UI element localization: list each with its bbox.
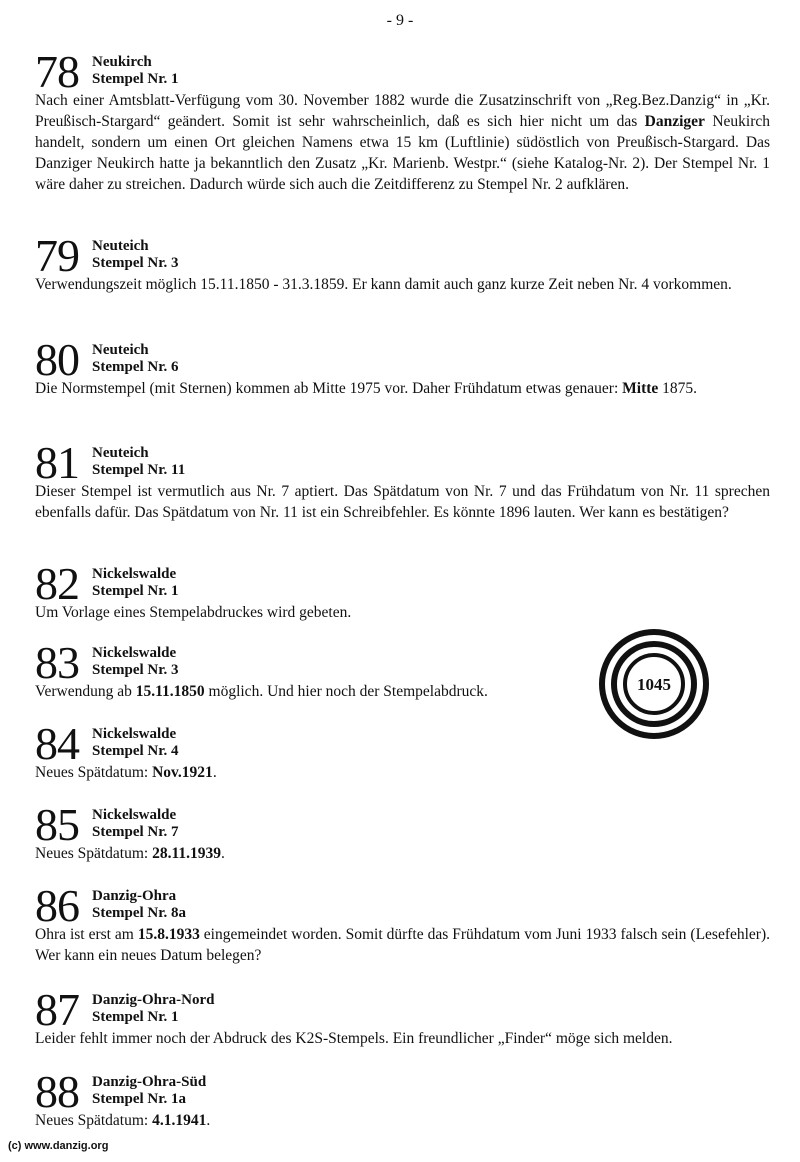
entry-text-bold: 15.8.1933 — [137, 926, 200, 943]
entry-stamp-label: Stempel Nr. 1 — [92, 1009, 179, 1025]
entry-text-run: . — [221, 845, 225, 862]
entry-number: 80 — [35, 334, 79, 385]
entry-text — [35, 602, 770, 623]
entry-text — [35, 1028, 770, 1049]
entry-titles — [92, 643, 179, 679]
catalog-entry — [35, 880, 770, 966]
entry-text-bold: 28.11.1939 — [152, 845, 221, 862]
entry-number: 81 — [35, 437, 79, 488]
entry-place-name: Nickelswalde — [92, 726, 177, 742]
entry-stamp-label: Stempel Nr. 4 — [92, 743, 179, 759]
entry-number: 79 — [35, 230, 79, 281]
entry-number: 85 — [35, 799, 79, 850]
entry-text-run: Um Vorlage eines Stempelabdruckes wird gebeten. — [35, 604, 352, 621]
entry-titles — [92, 886, 186, 922]
entry-number: 83 — [35, 637, 79, 688]
entry-place-name: Nickelswalde — [92, 566, 177, 582]
entry-header — [35, 558, 770, 609]
entry-header — [35, 880, 770, 931]
entry-text-run: Dieser Stempel ist vermutlich aus Nr. 7 aptiert. Das Spätdatum von Nr. 7 und das Frühdatum von Nr. 11 sprechen ebenfalls dafür. Das Spätdatum von Nr. 11 ist ein Schreibfehler. Es könnte 1896 lauten. Wer kann es bestätigen? — [35, 483, 770, 521]
entry-text-run: Neukirch handelt, sondern um einen Ort gleichen Namens etwa 15 km (Luftlinie) südöstlich von Preußisch-Stargard. Das Danziger Neukirch hatte ja bekanntlich den Zusatz „Kr. Marienb. Westpr.“ (siehe Katalog-Nr. 2). Der Stempel Nr. 1 wäre daher zu streichen. Dadurch würde sich auch die Zeitdifferenz zu Stempel Nr. 2 aufklären. — [35, 113, 770, 193]
entry-text-run: eingemeindet worden. Somit dürfte das Frühdatum vom Juni 1933 falsch sein (Lesefehler). Wer kann ein neues Datum belegen? — [35, 926, 770, 964]
entry-text — [35, 481, 770, 523]
catalog-entry — [35, 334, 770, 399]
postmark-stamp-image — [597, 627, 711, 741]
entry-text — [35, 924, 770, 966]
entry-stamp-label: Stempel Nr. 1 — [92, 583, 179, 599]
entry-text — [35, 1110, 770, 1131]
entry-place-name: Neuteich — [92, 445, 149, 461]
entry-text-run: Verwendung ab — [35, 683, 136, 700]
entry-text — [35, 90, 770, 195]
entry-stamp-label: Stempel Nr. 11 — [92, 462, 186, 478]
entry-stamp-label: Stempel Nr. 3 — [92, 662, 179, 678]
entry-place-name: Neukirch — [92, 54, 152, 70]
entry-text-bold: Danziger — [644, 113, 705, 130]
entry-stamp-label: Stempel Nr. 7 — [92, 824, 179, 840]
entry-titles — [92, 1072, 206, 1108]
catalog-entry — [35, 437, 770, 523]
entry-titles — [92, 443, 185, 479]
entry-number: 87 — [35, 984, 79, 1035]
entry-titles — [92, 564, 179, 600]
stamp-number-label: 1045 — [637, 675, 671, 694]
entry-text-run: 1875. — [658, 380, 698, 397]
entry-text — [35, 378, 770, 399]
entry-text-run: . — [206, 1112, 211, 1129]
entry-number: 82 — [35, 558, 79, 609]
catalog-entry — [35, 46, 770, 195]
entry-titles — [92, 340, 179, 376]
entry-text-run: Neues Spätdatum: — [35, 845, 153, 862]
entry-stamp-label: Stempel Nr. 6 — [92, 359, 179, 375]
catalog-entry — [35, 558, 770, 623]
entry-text-bold: 4.1.1941 — [152, 1112, 207, 1129]
entry-stamp-label: Stempel Nr. 8a — [92, 905, 187, 921]
entry-titles — [92, 805, 179, 841]
entry-stamp-label: Stempel Nr. 1a — [92, 1091, 187, 1107]
entry-titles — [92, 990, 215, 1026]
entry-text-run: Leider fehlt immer noch der Abdruck des K2S-Stempels. Ein freundlicher „Finder“ möge sich melden. — [35, 1030, 673, 1047]
entry-text-run: Neues Spätdatum: — [35, 1112, 153, 1129]
footer-copyright: (c) www.danzig.org — [8, 1140, 109, 1152]
catalog-entry — [35, 230, 770, 295]
entry-text — [35, 843, 770, 864]
catalog-entry — [35, 799, 770, 864]
entry-header — [35, 984, 770, 1035]
entry-text-run: Verwendungszeit möglich 15.11.1850 - 31.3.1859. Er kann damit auch ganz kurze Zeit neben Nr. 4 vorkommen. — [35, 276, 732, 293]
catalog-entry — [35, 1066, 770, 1131]
entry-text-run: Ohra ist erst am — [35, 926, 138, 943]
entry-text — [35, 762, 770, 783]
entry-titles — [92, 724, 179, 760]
entry-text-run: Die Normstempel (mit Sternen) kommen ab Mitte 1975 vor. Daher Frühdatum etwas genauer: — [35, 380, 623, 397]
entry-place-name: Nickelswalde — [92, 645, 177, 661]
entry-number: 88 — [35, 1066, 79, 1117]
entry-header — [35, 799, 770, 850]
entry-text-run: möglich. Und hier noch der Stempelabdruck. — [204, 683, 488, 700]
entry-place-name: Danzig-Ohra-Nord — [92, 992, 215, 1008]
entry-header — [35, 334, 770, 385]
entry-text — [35, 274, 770, 295]
entry-place-name: Neuteich — [92, 342, 149, 358]
entry-number: 78 — [35, 46, 79, 97]
entry-header — [35, 1066, 770, 1117]
entry-text-bold: 15.11.1850 — [135, 683, 205, 700]
entry-number: 86 — [35, 880, 79, 931]
entry-text-run: Nach einer Amtsblatt-Verfügung vom 30. November 1882 wurde die Zusatzinschrift von „Reg.Bez.Danzig“ in „Kr. Preußisch-Stargard“ geändert. Somit ist sehr wahrscheinlich, daß es sich hier nicht um das — [35, 92, 770, 130]
entry-stamp-label: Stempel Nr. 1 — [92, 71, 179, 87]
entry-number: 84 — [35, 718, 79, 769]
entry-header — [35, 230, 770, 281]
entry-text-bold: Mitte — [622, 380, 659, 397]
entry-text-run: . — [212, 764, 217, 781]
entry-stamp-label: Stempel Nr. 3 — [92, 255, 179, 271]
entry-text-bold: Nov.1921 — [152, 764, 213, 781]
entry-titles — [92, 236, 179, 272]
entry-header — [35, 46, 770, 97]
entry-header — [35, 437, 770, 488]
entry-text-run: Neues Spätdatum: — [35, 764, 153, 781]
entry-place-name: Nickelswalde — [92, 807, 177, 823]
entry-place-name: Neuteich — [92, 238, 149, 254]
catalog-entry — [35, 984, 770, 1049]
entry-place-name: Danzig-Ohra — [92, 888, 177, 904]
entry-place-name: Danzig-Ohra-Süd — [92, 1074, 207, 1090]
entry-titles — [92, 52, 179, 88]
page-number: - 9 - — [386, 12, 414, 29]
